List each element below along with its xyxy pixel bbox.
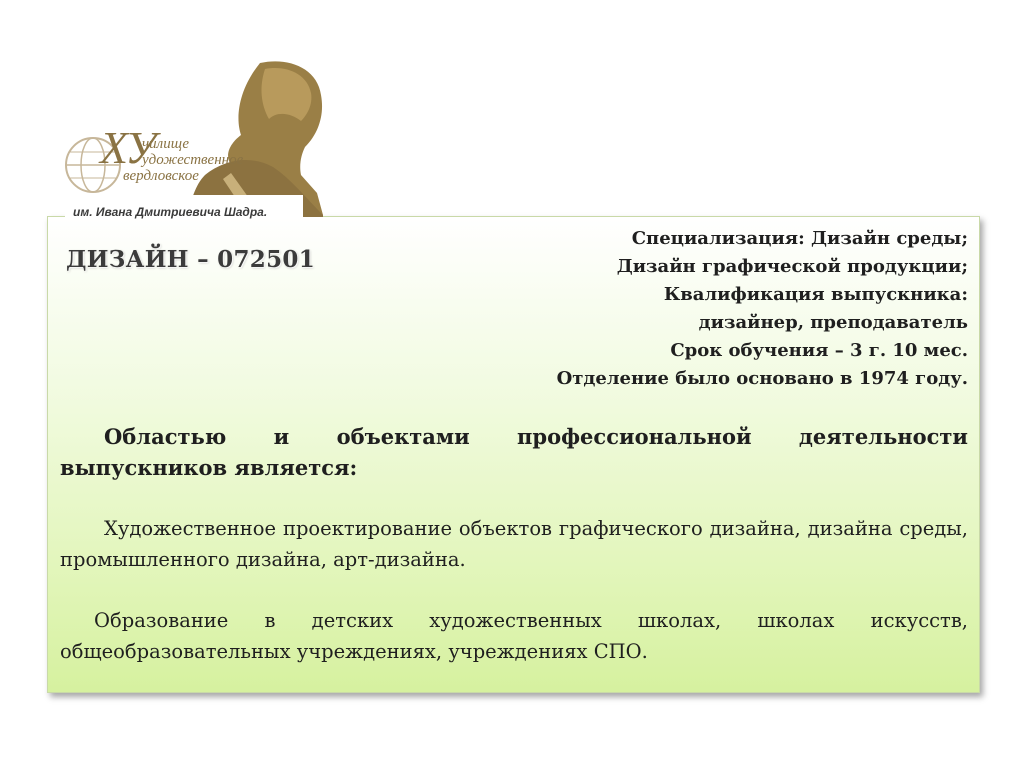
qualification-label: Квалификация выпускника: [663, 284, 968, 305]
logo-subtitle: им. Ивана Дмитриевича Шадра. [73, 205, 268, 219]
page-title: ДИЗАЙН – 072501 [66, 246, 315, 273]
study-duration: Срок обучения – 3 г. 10 мес. [670, 340, 968, 361]
logo-line-1: чилище [142, 136, 190, 152]
paragraph-education: Образование в детских художественных школах, школах искусств, общеобразовательных учреждениях, учреждениях СПО. [60, 609, 968, 663]
specialization-info [557, 225, 968, 393]
paragraph-design: Художественное проектирование объектов графического дизайна, дизайна среды, промышленного дизайна, арт-дизайна. [60, 517, 968, 571]
logo-line-2: удожественное [142, 152, 244, 168]
qualification-value: дизайнер, преподаватель [698, 312, 968, 333]
section-heading: Областью и объектами профессиональной деятельности выпускников является: [60, 424, 968, 480]
school-logo [55, 55, 323, 238]
specialization-line: Специализация: Дизайн среды; [631, 228, 968, 249]
specialization-line-2: Дизайн графической продукции; [616, 256, 968, 277]
logo-line-3: вердловское [123, 168, 199, 184]
logo-initials: ХУ [100, 122, 154, 173]
founded-year: Отделение было основано в 1974 году. [556, 368, 968, 389]
